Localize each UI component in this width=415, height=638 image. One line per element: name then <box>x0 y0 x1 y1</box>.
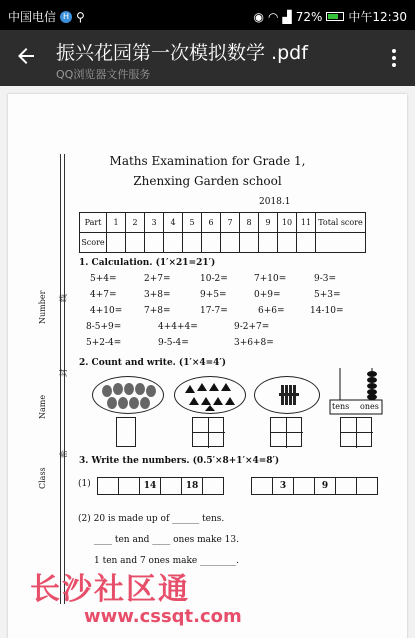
score-table-cell: 8 <box>240 213 259 233</box>
calc-item: 9-5-4= <box>158 338 189 348</box>
calc-item: 4+4+4= <box>158 322 198 332</box>
key-icon: ⚲ <box>76 9 85 24</box>
score-table-cell: Score <box>80 233 107 253</box>
calc-item: 7+8= <box>144 306 171 316</box>
sequence-cell[interactable] <box>356 477 378 495</box>
stick-bundle-icon <box>255 377 321 415</box>
app-bar <box>0 30 415 86</box>
sequence-cell[interactable] <box>97 477 119 495</box>
calc-item: 4+7= <box>90 290 117 300</box>
calc-item: 10-2= <box>200 274 228 284</box>
answer-box[interactable] <box>340 417 372 447</box>
calc-item: 5+2-4= <box>86 338 122 348</box>
calc-item: 3+6+8= <box>234 338 274 348</box>
triangles-oval <box>174 376 246 414</box>
calc-item: 5+4= <box>90 274 117 284</box>
score-table-cell: 5 <box>183 213 202 233</box>
number-sequence <box>98 477 378 495</box>
side-label-number: Number <box>38 290 47 324</box>
calc-item: 8-5+9= <box>86 322 122 332</box>
calc-item: 5+3= <box>314 290 341 300</box>
sequence-cell[interactable] <box>118 477 140 495</box>
abacus <box>328 364 384 416</box>
answer-box[interactable] <box>116 417 136 447</box>
document-viewer[interactable] <box>0 86 415 638</box>
sequence-cell: 9 <box>314 477 336 495</box>
exam-title: Maths Examination for Grade 1, <box>109 154 306 168</box>
sequence-cell[interactable] <box>293 477 315 495</box>
score-table-cell: 6 <box>202 213 221 233</box>
score-table-cell: 9 <box>259 213 278 233</box>
section1-heading: 1. Calculation. (1′×21=21′) <box>79 258 216 268</box>
pears-oval <box>92 376 164 414</box>
q2-line3: 1 ten and 7 ones make ________. <box>94 556 239 566</box>
section3-heading: 3. Write the numbers. (0.5′×8+1′×4=8′) <box>79 456 280 466</box>
wifi-icon: ◠ <box>268 9 279 24</box>
carrier-label: 中国电信 <box>8 10 57 24</box>
sequence-cell: 14 <box>139 477 161 495</box>
margin-line-inner <box>64 154 65 604</box>
calc-item: 9+5= <box>200 290 227 300</box>
triangle-icon <box>175 377 247 415</box>
calc-item: 9-3= <box>314 274 337 284</box>
battery-icon <box>326 12 344 21</box>
q2-line1: (2) 20 is made up of ______ tens. <box>78 514 225 524</box>
side-label-line: 线 <box>59 294 68 302</box>
side-label-name: Name <box>38 394 47 419</box>
score-table-cell: 10 <box>278 213 297 233</box>
q1-label: (1) <box>78 479 91 489</box>
side-label-class: Class <box>38 467 47 489</box>
score-table-cell: 4 <box>164 213 183 233</box>
calc-item: 2+7= <box>144 274 171 284</box>
file-title: 振兴花园第一次模拟数学 .pdf <box>56 42 308 64</box>
watermark-url: www.cssqt.com <box>84 606 242 627</box>
score-table-cell: 3 <box>145 213 164 233</box>
score-table-header-row <box>80 213 366 233</box>
score-table-score-row <box>80 233 366 253</box>
signal-badge: H <box>60 11 72 23</box>
margin-line-outer <box>60 154 61 604</box>
answer-box[interactable] <box>270 417 302 447</box>
exam-school: Zhenxing Garden school <box>133 174 282 188</box>
side-label-seal: 封 <box>59 369 68 377</box>
score-table-cell: 7 <box>221 213 240 233</box>
status-bar <box>0 0 415 30</box>
exam-page <box>8 94 407 638</box>
calc-item: 6+6= <box>258 306 285 316</box>
score-table-cell: Total score <box>316 213 366 233</box>
abacus-tens-label: tens <box>332 402 350 411</box>
cell-signal-icon: ▟ <box>282 9 292 24</box>
score-table <box>79 212 366 253</box>
calc-item: 7+10= <box>254 274 287 284</box>
file-subtitle: QQ浏览器文件服务 <box>56 68 151 81</box>
watermark <box>30 564 242 627</box>
sequence-cell: 18 <box>181 477 203 495</box>
calc-item: 9-2+7= <box>234 322 270 332</box>
clock: 中午12:30 <box>348 10 407 24</box>
score-table-cell: Part <box>80 213 107 233</box>
battery-percent: 72% <box>295 9 323 24</box>
calc-item: 17-7= <box>200 306 228 316</box>
pear-icon <box>93 377 165 415</box>
eye-icon: ◉ <box>253 9 265 24</box>
sequence-cell[interactable] <box>160 477 182 495</box>
calc-item: 3+8= <box>144 290 171 300</box>
score-table-cell: 2 <box>126 213 145 233</box>
sequence-cell[interactable] <box>251 477 273 495</box>
side-label-secret: 密 <box>59 450 68 458</box>
q2-line2: ____ ten and ____ ones make 13. <box>94 535 239 545</box>
exam-date: 2018.1 <box>259 197 291 207</box>
battery-fill <box>328 14 338 19</box>
more-options-icon[interactable] <box>391 46 397 70</box>
score-table-cell: 11 <box>297 213 316 233</box>
sequence-cell[interactable] <box>202 477 224 495</box>
abacus-ones-label: ones <box>360 402 379 411</box>
sequence-cell: 3 <box>272 477 294 495</box>
calc-item: 14-10= <box>310 306 344 316</box>
calc-item: 4+10= <box>90 306 123 316</box>
back-arrow-icon[interactable] <box>14 44 42 72</box>
bundles-oval <box>254 376 320 414</box>
answer-box[interactable] <box>192 417 224 447</box>
calc-item: 0+9= <box>254 290 281 300</box>
sequence-cell[interactable] <box>335 477 357 495</box>
section2-heading: 2. Count and write. (1′×4=4′) <box>79 358 227 368</box>
score-table-cell: 1 <box>107 213 126 233</box>
watermark-cn: 长沙社区通 <box>30 572 190 607</box>
